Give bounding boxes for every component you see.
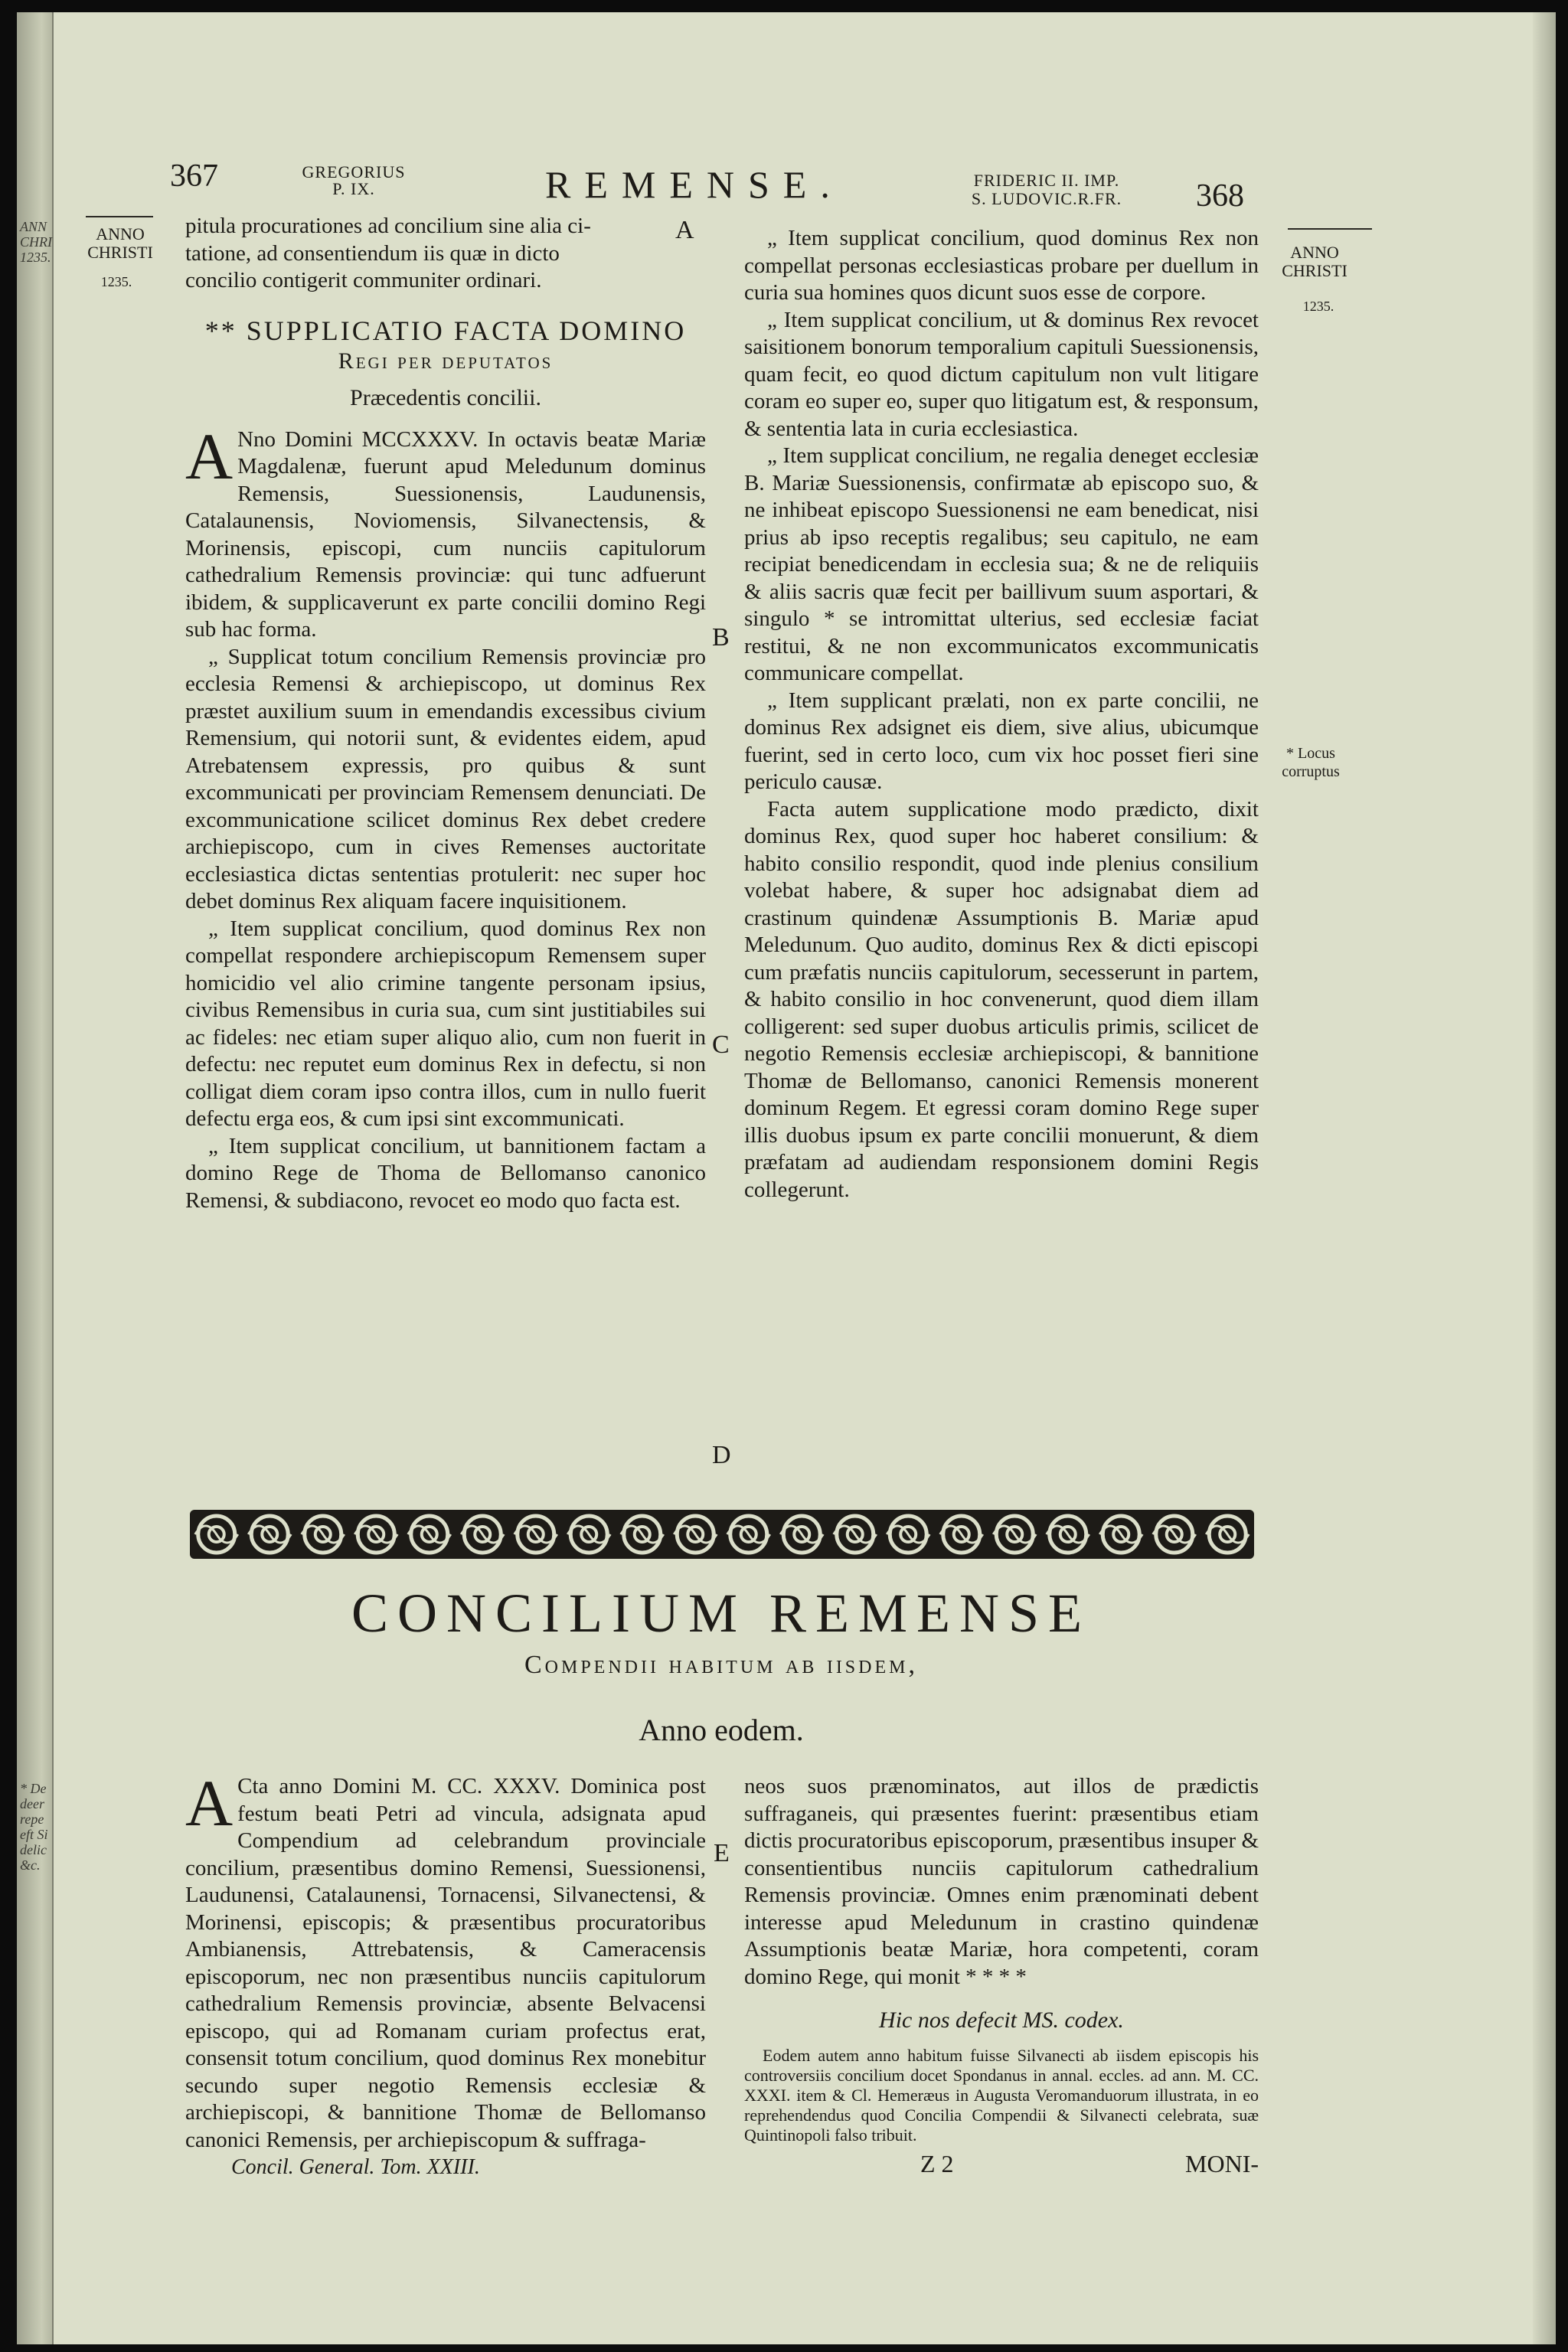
left-column-number: 367 [170, 158, 218, 194]
bottom-right-column [744, 1773, 1259, 2180]
supplicatio-para-2: „ Supplicat totum concilium Remensis provinciæ pro ecclesia Remensi & archiepiscopo, ut dominus Rex præstet auxilium suum in emendandis excessibus civium Remensium, qui notorii sunt, & evidentes eidem, apud Atrebatensem expressis, pro quibus & sunt excommunicati per provinciam Remensem denunciati. De excommunicatione scilicet dominus Rex debet credere archiepiscopo, cum in cives Remenses auctoritate ecclesiastica dictas sententias protulerit: nec super hoc debet dominus Rex aliquam facere inquisitionem. [185, 644, 706, 913]
supplicatio-body [185, 419, 706, 1215]
right-para-3: „ Item supplicat concilium, ne regalia deneget ecclesiæ B. Mariæ Suessionensis, confirmatæ ab episcopo suo, & ne inhibeat episcopo Suessionensi ne eam benedicat, nisi prius ab ipso receptis regalibus; seu capitulo, ne eam recipiat benedicendam in ecclesia sua; & ne de reliquiis & aliis sacris quæ fecit per baillivum suum asportari, & singulo * se intromittat ulterius, sed ecclesiæ faciat restitui, & ne non excommunicatos excommunicatis communicare compellat. [744, 443, 1259, 685]
supplicatio-subheading: Regi per deputatos [338, 348, 554, 374]
top-left-column [185, 213, 706, 1214]
signature-mark: Z 2 [920, 2150, 954, 2177]
section-letter-b: B [712, 623, 730, 652]
right-column-number: 368 [1196, 178, 1244, 214]
right-margin-note: * Locus corruptus [1282, 745, 1340, 780]
left-margin-rule [86, 216, 153, 217]
supplicatio-para-1: Nno Domini MCCXXXV. In octavis beatæ Mariæ Magdalenæ, fuerunt apud Meledunum dominus Remensis, Suessionensis, Laudunensis, Catalaunensis, Noviomensis, Silvanectensis, & Morinensis, episcopi, cum nunciis capitulorum cathedralium Remensis provinciæ: qui tunc adfuerunt ibidem, & supplicaverunt ex parte concilii domino Regi sub hac forma. [185, 426, 706, 642]
right-para-2: „ Item supplicat concilium, ut & dominus Rex revocet saisitionem bonorum temporalium capituli Suessionensis, quam fecit, eo quod dictum capitulum non vult litigare coram eo super eo, super quo litigatum est, & responsum, & sententia lata in curia ecclesiastica. [744, 307, 1259, 441]
left-year: 1235. [100, 274, 132, 289]
right-margin-rule [1288, 228, 1372, 230]
page-gutter-shadow [1533, 12, 1556, 2344]
supplicatio-heading: ** SUPPLICATIO FACTA DOMINO [204, 315, 687, 346]
continuation-text: pitula procurationes ad concilium sine alia ci- tatione, ad consentiendum iis quæ in dicto concilio contigerit communiter ordinari. [185, 214, 591, 292]
right-para-5: Facta autem supplicatione modo prædicto, dixit dominus Rex, quod super hoc haberet consilium: & habito consilio respondit, quod inde plenius consilium volebat habere, & super hoc adsignabat diem ad crastinum quindenæ Assumptionis B. Mariæ apud Meledunum. Quo audito, dominus Rex & dicti episcopi cum præfatis nunciis capitulorum, secesserunt in partem, & habito consilio in hoc convenerunt, quod diem illam colligerent: sed super duobus articulis primis, scilicet de negotio Remensis ecclesiæ archiepiscopi, & bannitione Thomæ de Bellomanso, canonici Remensis monerent dominum Regem. Et egressi coram domino Rege super illis duobus ipsum ex parte concilii monuerunt, & diem præfatam ad audiendam responsionem domini Regis collegerunt. [744, 796, 1259, 1202]
right-rulers-label: FRIDERIC II. IMP. S. LUDOVIC.R.FR. [971, 171, 1122, 208]
editor-note: Eodem autem anno habitum fuisse Silvanecti ab iisdem episcopis his controversiis concilium docet Spondanus in annal. eccles. ad ann. M. CC. XXXI. item & Cl. Hemeræus in Augusta Veromanduorum illustrata, in eo reprehendendus quod Concilia Compendii & Silvanecti celebrata, suæ Quintinopoli falso tribuit. [744, 2046, 1259, 2145]
acta-continuation: neos suos prænominatos, aut illos de prædictis suffraganeis, qui præsentes fuerint: præsentibus etiam dictis procuratoribus episcoporum, præsentibus insuper & consentientibus nunciis capitulorum cathedralium Remensis provinciæ. Omnes enim prænominati debent interesse apud Meledunum in crastino quindenæ Assumptionis beatæ Mariæ, hora competenti, coram domino Rege, qui monit * * * * [744, 1774, 1259, 1989]
right-year-label: ANNO CHRISTI [1282, 243, 1348, 280]
acta-text-block [185, 1766, 706, 2154]
prev-page-margin-note: * De deer repe eft Si delic &c. [20, 1781, 48, 1873]
left-year-label: ANNO CHRISTI [87, 224, 153, 262]
previous-page-edge [17, 12, 54, 2344]
concilium-date: Anno eodem. [639, 1713, 804, 1747]
supplicatio-right-body [744, 225, 1259, 1204]
right-year: 1235. [1302, 299, 1334, 314]
dropcap-a-acta: A [185, 1766, 234, 1840]
section-letter-e: E [714, 1839, 730, 1867]
concilium-title: CONCILIUM REMENSE [351, 1583, 1091, 1644]
section-letter-c: C [712, 1031, 730, 1059]
supplicatio-para-4: „ Item supplicat concilium, ut bannitionem factam a domino Rege de Thoma de Bellomanso canonico Remensi, & subdiacono, revocet eo modo quo facta est. [185, 1133, 706, 1213]
page-footer [744, 2150, 1259, 2180]
running-title: REMENSE. [545, 163, 844, 206]
book-page [17, 12, 1556, 2344]
section-letter-a: A [675, 216, 694, 244]
right-para-1: „ Item supplicat concilium, quod dominus Rex non compellat personas ecclesiasticas probare per duellum in curia sua homines quos dicunt suos esse de corpore. [744, 226, 1259, 305]
supplicatio-para-3: „ Item supplicat concilium, quod dominus Rex non compellat respondere archiepiscopum Remensem super homicidio vel alio crimine tangente personam ipsius, civibus Remensibus in curia sua, cum sint justitiabiles sui ac fideles: nec etiam super aliquo alio, cum non fuerit in defectu: nec reputet eum dominus Rex in defectu, si non colligat diem coram ipso contra illos, cum in nullo fuerit defectu erga eos, & cum ipsi sint excommunicati. [185, 916, 706, 1131]
section-letter-d: D [712, 1441, 731, 1469]
catchword: MONI- [1185, 2150, 1259, 2177]
dropcap-a: A [185, 419, 234, 493]
concilium-subtitle: Compendii habitum ab iisdem, [524, 1651, 918, 1679]
supplicatio-subheading-2: Præcedentis concilii. [350, 384, 541, 410]
bottom-left-column [185, 1766, 706, 2180]
volume-footer: Concil. General. Tom. XXIII. [231, 2155, 480, 2179]
right-para-4: „ Item supplicant prælati, non ex parte concilii, ne dominus Rex adsignet eis diem, sive alius, ubicumque fuerint, sed in certo loco, cum vix hoc posset fieri sine periculo causæ. [744, 688, 1259, 794]
ornament-band [190, 1505, 1254, 1563]
prev-page-year-margin: ANN CHRI 1235. [20, 219, 52, 265]
acta-text: Cta anno Domini M. CC. XXXV. Dominica post festum beati Petri ad vincula, adsignata apud Compendium ad celebrandum provinciale concilium, præsentibus domino Remensi, Suessionensi, Laudunensi, Catalaunensi, Tornacensi, Silvanectensi, & Morinensi, episcopis; & præsentibus procuratoribus Ambianensis, Attrebatensis, & Cameracensis episcoporum, nec non præsentibus nunciis capitulorum cathedralium Remensis provinciæ, absente Belvacensi episcopo, qui ad Romanam curiam profectus erat, consensit totum concilium, quod dominus Rex monebitur secundo super negotio Remensis ecclesiæ & archiepiscopi, & bannitione Thomæ de Bellomanso canonici Remensis, per archiepiscopum & suffraga- [185, 1774, 706, 2152]
top-right-column [744, 225, 1259, 1204]
left-pontiff-label: GREGORIUS P. IX. [302, 162, 406, 198]
manuscript-defect-note: Hic nos defecit MS. codex. [879, 2007, 1124, 2033]
